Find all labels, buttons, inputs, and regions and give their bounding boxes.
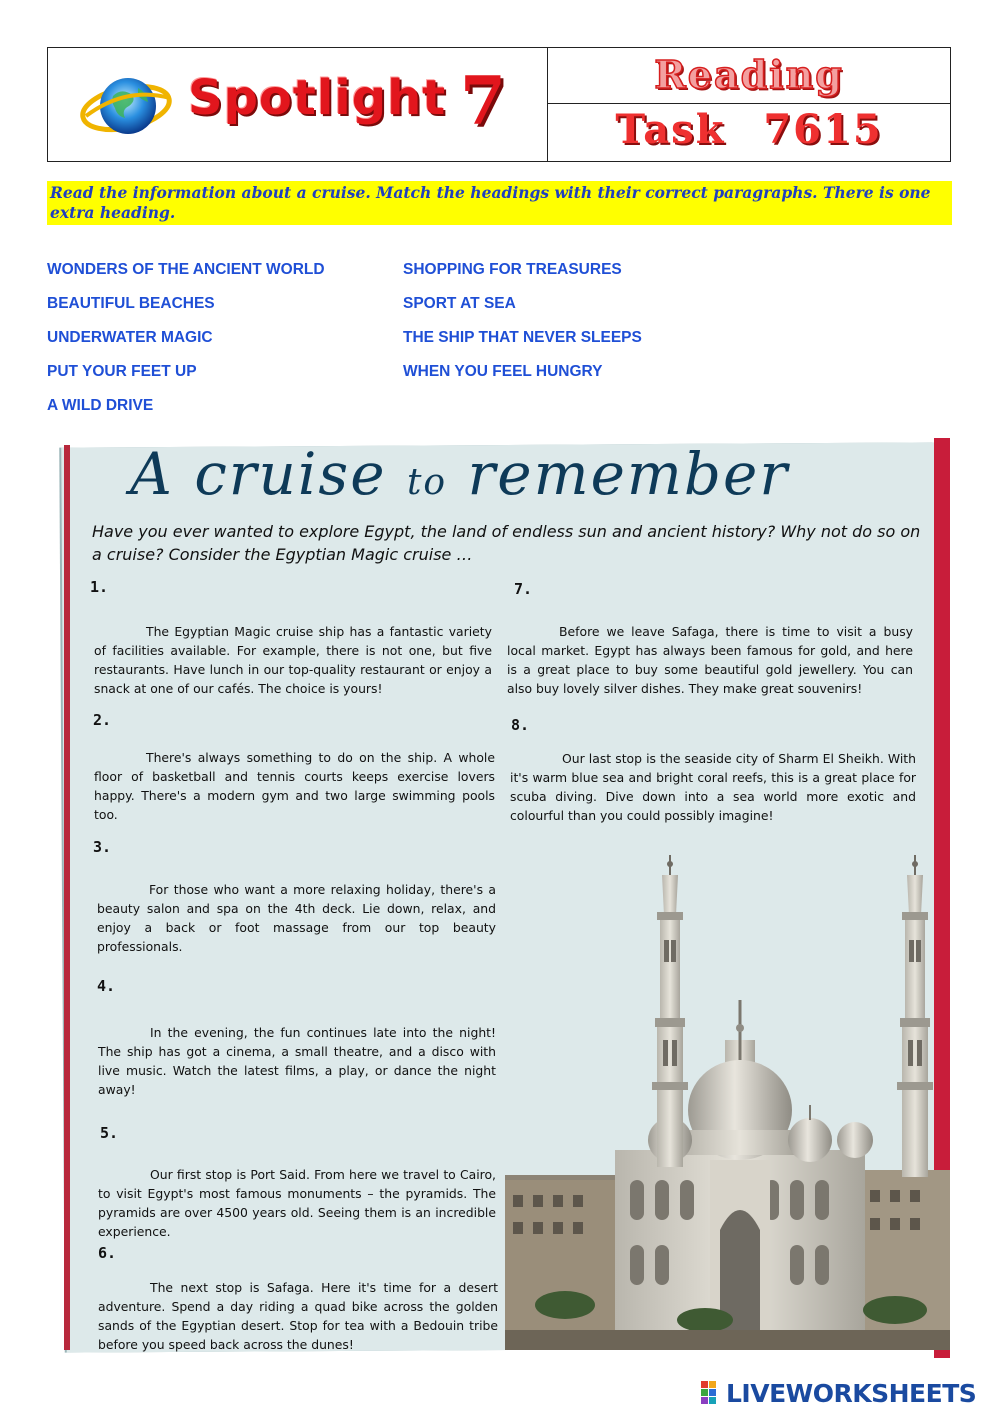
paragraph-number: 5.	[100, 1124, 119, 1142]
paragraph-text: Our last stop is the seaside city of Sharm El Sheikh. With it's warm blue sea and bright coral reefs, this is a great place for scuba diving. Dive down into a sea world more exotic and colourful than you could possibly imagine!	[510, 751, 916, 823]
paragraph-text: Our first stop is Port Said. From here we travel to Cairo, to visit Egypt's most famous monuments – the pyramids. The pyramids are over 4500 years old. Seeing them is an incredible experience.	[98, 1167, 496, 1239]
paragraph-text: The Egyptian Magic cruise ship has a fantastic variety of facilities available. For example, there is not one, but five restaurants. Have lunch in our top-quality restaurant or enjoy a snack at one of our cafés. The choice is yours!	[94, 624, 492, 696]
task-label: Task 7615	[615, 106, 883, 153]
heading-option[interactable]: WHEN YOU FEEL HUNGRY	[403, 363, 603, 380]
paragraph-number: 4.	[97, 977, 116, 995]
article-title-part: remember	[467, 440, 790, 508]
paragraph-number: 2.	[93, 711, 112, 729]
article-title-part: to	[406, 462, 448, 503]
paragraph-text: The next stop is Safaga. Here it's time for a desert adventure. Spend a day riding a quad bike across the golden sands of the Egyptian desert. Stop for tea with a Bedouin tribe before you speed back across the dunes!	[98, 1280, 498, 1352]
heading-option[interactable]: PUT YOUR FEET UP	[47, 363, 197, 380]
heading-option[interactable]: BEAUTIFUL BEACHES	[47, 295, 215, 312]
mosque-photo	[505, 850, 950, 1350]
heading-option[interactable]: UNDERWATER MAGIC	[47, 329, 213, 346]
header-table	[47, 47, 951, 162]
paragraph-number: 8.	[511, 716, 530, 734]
paragraph-number: 3.	[93, 838, 112, 856]
paragraph-number: 7.	[514, 580, 533, 598]
heading-option[interactable]: SHOPPING FOR TREASURES	[403, 261, 622, 278]
article-title-part: A cruise	[130, 440, 387, 508]
paragraph-number: 6.	[98, 1244, 117, 1262]
paragraph-text: There's always something to do on the ship. A whole floor of basketball and tennis courts keeps exercise lovers happy. There's a modern gym and two large swimming pools too.	[94, 750, 495, 822]
instructions-box	[47, 181, 952, 225]
reading-label: Reading	[654, 52, 844, 97]
header-divider-horizontal	[547, 103, 951, 104]
article-title	[130, 440, 789, 508]
brand-logo[interactable]	[700, 1378, 976, 1408]
article-intro: Have you ever wanted to explore Egypt, the land of endless sun and ancient history? Why not do so on a cruise? Consider the Egyptian Magic cruise …	[92, 522, 921, 564]
brand-text: LIVEWORKSHEETS	[726, 1378, 977, 1408]
heading-option[interactable]: WONDERS OF THE ANCIENT WORLD	[47, 261, 325, 278]
article-edge-left	[64, 445, 70, 1350]
logo-text: Spotlight	[188, 70, 447, 126]
paragraph-text: For those who want a more relaxing holiday, there's a beauty salon and spa on the 4th deck. Lie down, relax, and enjoy a back or foot massage from our top beauty professionals.	[97, 882, 496, 954]
logo-number: 7	[460, 62, 506, 140]
heading-option[interactable]: THE SHIP THAT NEVER SLEEPS	[403, 329, 642, 346]
paragraph-text: In the evening, the fun continues late into the night! The ship has got a cinema, a small theatre, and a disco with live music. Watch the latest films, a play, or dance the night away!	[98, 1025, 496, 1097]
paragraph-text: Before we leave Safaga, there is time to visit a busy local market. Egypt has always been famous for gold, and here is a great place to buy some beautiful gold jewellery. You can also buy lovely silver dishes. They make great souvenirs!	[507, 624, 913, 696]
globe-icon	[78, 66, 174, 146]
heading-option[interactable]: SPORT AT SEA	[403, 295, 516, 312]
brand-icon	[700, 1380, 726, 1406]
instructions-text: Read the information about a cruise. Match the headings with their correct paragraphs. There is one extra heading.	[50, 183, 931, 222]
heading-option[interactable]: A WILD DRIVE	[47, 397, 154, 414]
paragraph-number: 1.	[90, 578, 109, 596]
